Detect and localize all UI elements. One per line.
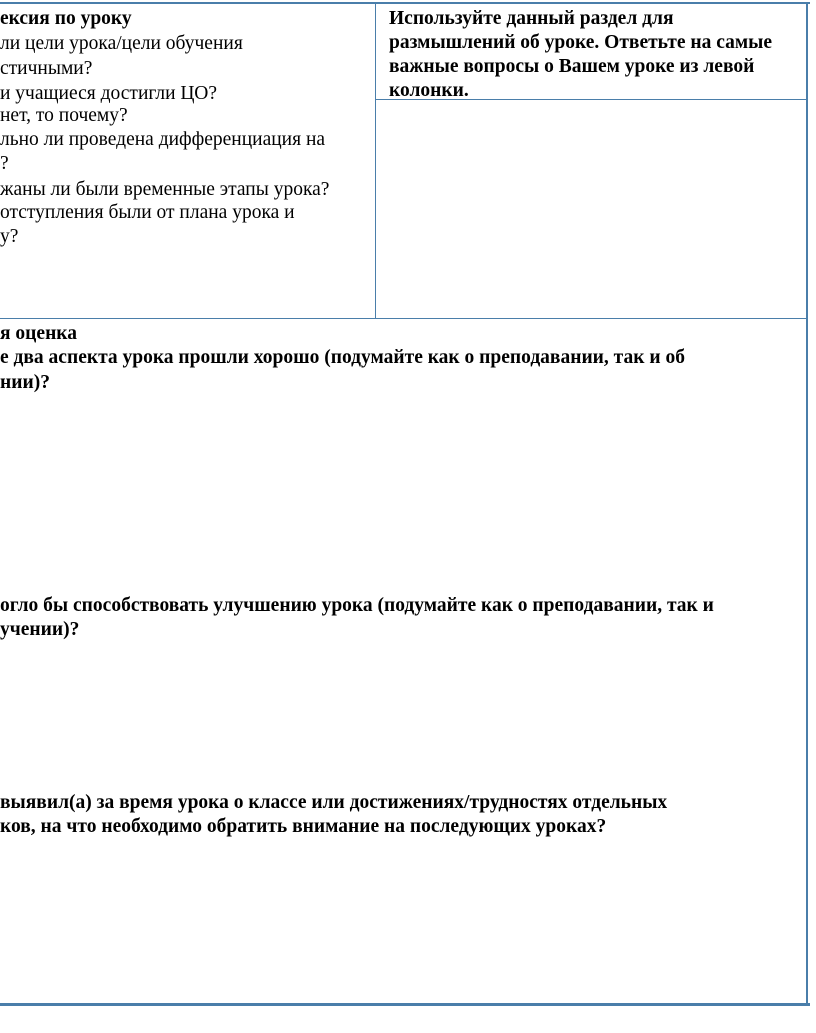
reflection-question: и учащиеся достигли ЦО? <box>0 83 217 104</box>
evaluation-question-3-cont: ков, на что необходимо обратить внимание на последующих уроках? <box>0 816 607 837</box>
reflection-title: ексия по уроку <box>0 8 132 29</box>
table-right-border <box>806 2 808 1004</box>
reflection-question: ли цели урока/цели обучения <box>0 33 243 54</box>
instructions-line: важные вопросы о Вашем уроке из левой <box>389 56 755 77</box>
instructions-line: Используйте данный раздел для <box>389 8 674 29</box>
row-divider <box>0 318 808 319</box>
evaluation-question-1-cont: нии)? <box>0 372 50 393</box>
table-bottom-border <box>0 1003 810 1006</box>
column-divider <box>375 2 376 318</box>
reflection-question: отступления были от плана урока и <box>0 202 295 223</box>
reflection-question: ? <box>0 153 9 174</box>
reflection-question: нет, то почему? <box>0 105 128 126</box>
table-top-border <box>0 2 810 4</box>
evaluation-question-3: выявил(а) за время урока о классе или достижениях/трудностях отдельных <box>0 792 668 813</box>
reflection-question: льно ли проведена дифференциация на <box>0 129 326 150</box>
reflection-question: стичными? <box>0 58 93 79</box>
reflection-question: жаны ли были временные этапы урока? <box>0 179 330 200</box>
evaluation-question-1: е два аспекта урока прошли хорошо (подумайте как о преподавании, так и об <box>0 347 685 368</box>
evaluation-question-2: огло бы способствовать улучшению урока (подумайте как о преподавании, так и <box>0 595 714 616</box>
evaluation-title: я оценка <box>0 323 77 344</box>
reflection-question: у? <box>0 226 19 247</box>
evaluation-question-2-cont: учении)? <box>0 619 80 640</box>
answer-area[interactable] <box>377 101 805 317</box>
instructions-line: размышлений об уроке. Ответьте на самые <box>389 32 773 53</box>
instructions-line: колонки. <box>389 80 469 101</box>
